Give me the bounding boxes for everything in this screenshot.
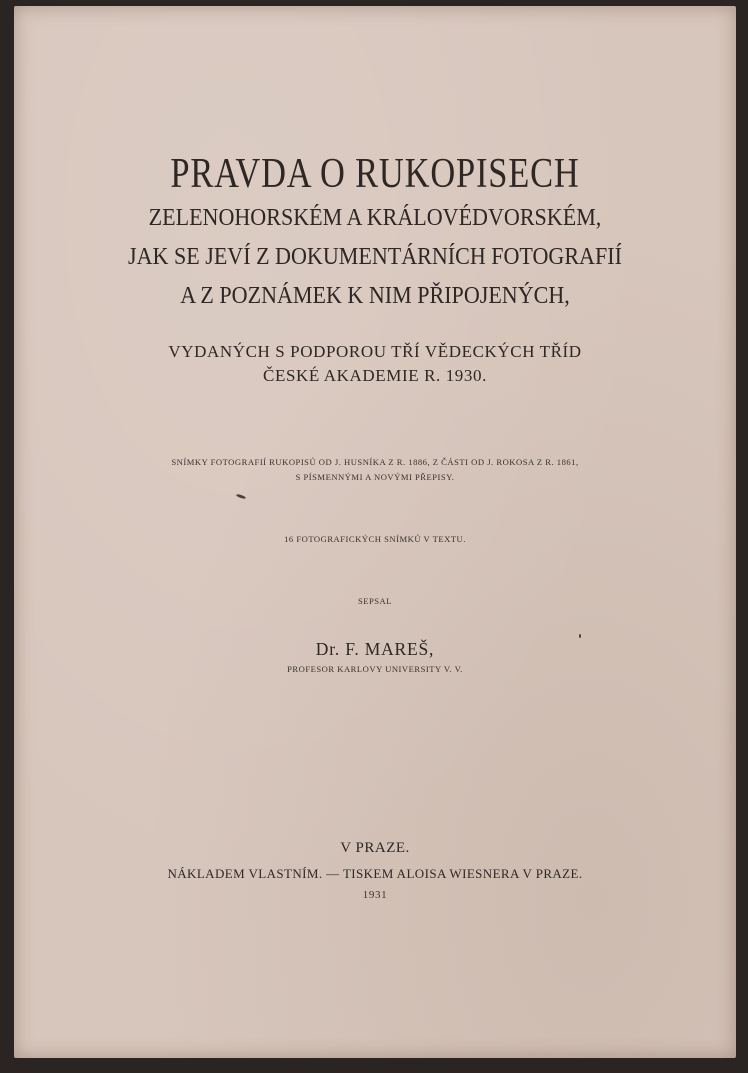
author-name: Dr. F. MAREŠ, xyxy=(315,639,435,659)
paper-speck xyxy=(579,634,581,638)
support-line-1: VYDANÝCH S PODPOROU TŘÍ VĚDECKÝCH TŘÍD xyxy=(168,342,582,361)
photos-note-line-2: S PÍSMENNÝMI A NOVÝMI PŘEPISY. xyxy=(295,472,455,482)
support-line-2: ČESKÉ AKADEMIE R. 1930. xyxy=(263,366,487,385)
snapshot-count: 16 FOTOGRAFICKÝCH SNÍMKŮ V TEXTU. xyxy=(284,534,466,544)
publisher-line: NÁKLADEM VLASTNÍM. — TISKEM ALOISA WIESNERA V PRAZE. xyxy=(167,866,583,881)
publication-place: V PRAZE. xyxy=(340,840,410,856)
subtitle-line-2: JAK SE JEVÍ Z DOKUMENTÁRNÍCH FOTOGRAFIÍ xyxy=(128,243,622,270)
subtitle-line-1: ZELENOHORSKÉM A KRÁLOVÉDVORSKÉM, xyxy=(148,204,602,231)
book-cover-page xyxy=(14,6,736,1058)
paper-speck xyxy=(236,494,246,500)
book-title: PRAVDA O RUKOPISECH xyxy=(170,151,580,197)
photos-note-line-1: SNÍMKY FOTOGRAFIÍ RUKOPISŮ OD J. HUSNÍKA Z R. 1886, Z ČÁSTI OD J. ROKOSA Z R. 1861, xyxy=(171,457,579,467)
publication-year: 1931 xyxy=(362,889,388,901)
sepsal-label: SEPSAL xyxy=(357,596,393,606)
author-title: PROFESOR KARLOVY UNIVERSITY V. V. xyxy=(287,664,463,674)
subtitle-line-3: A Z POZNÁMEK K NIM PŘIPOJENÝCH, xyxy=(180,282,570,309)
